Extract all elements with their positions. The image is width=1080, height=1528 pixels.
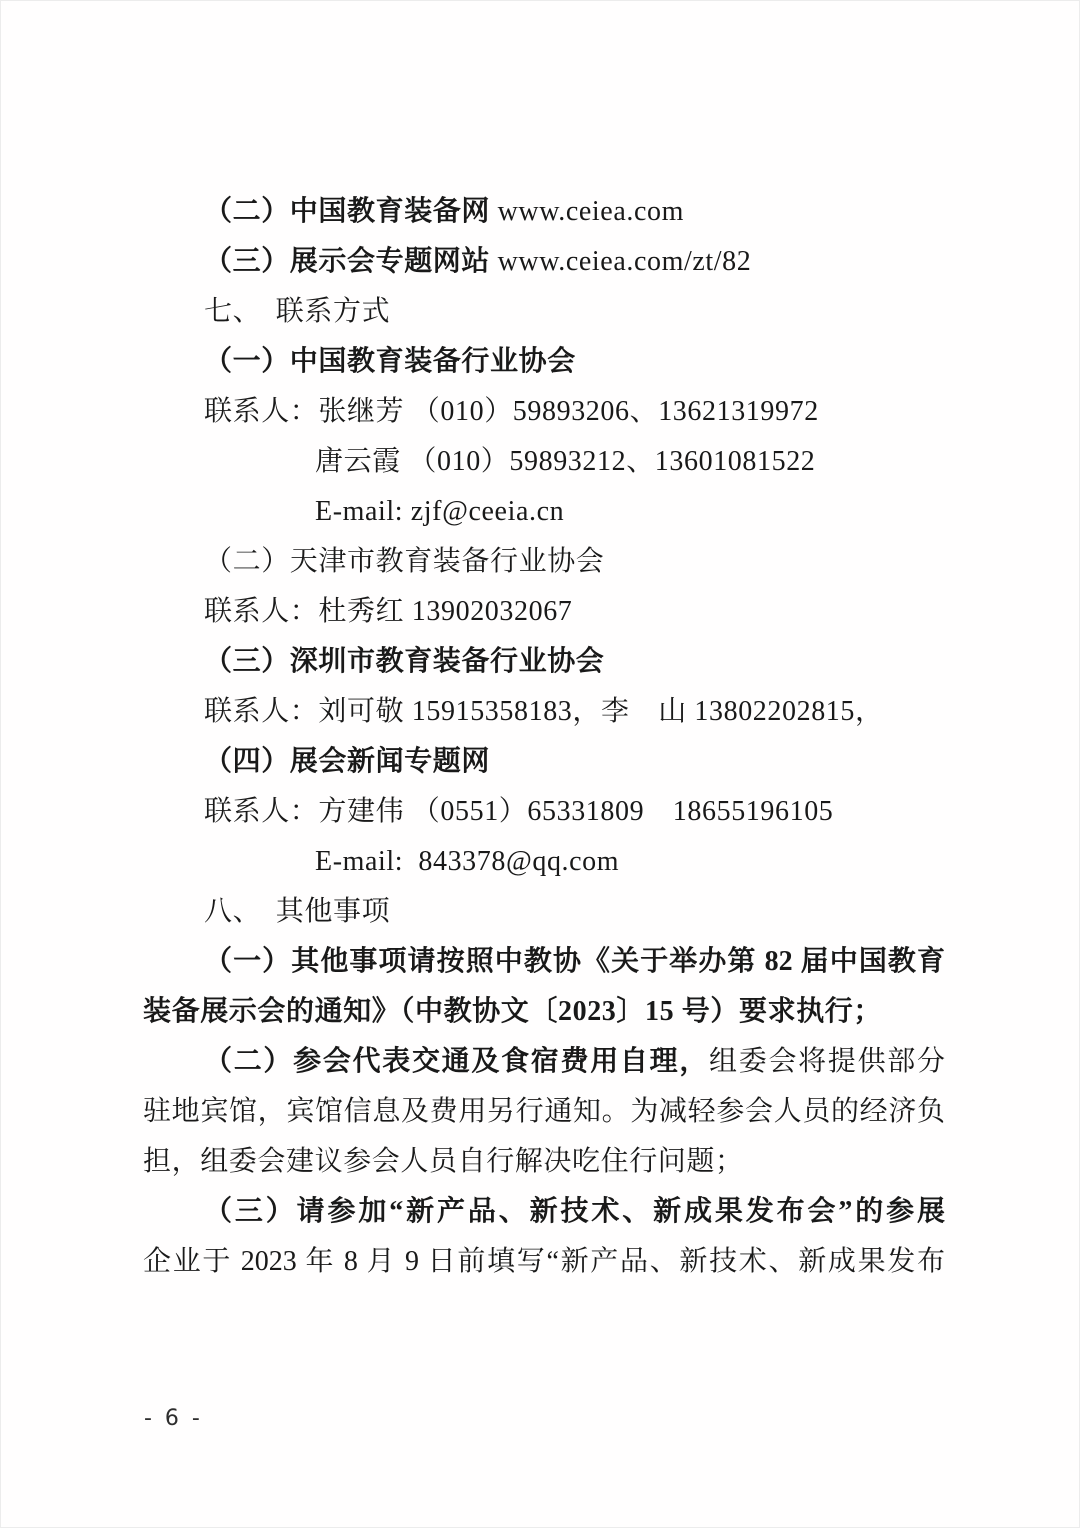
page-number: - 6 - (144, 1406, 203, 1431)
text-line (143, 937, 945, 987)
bold-text-segment: （三）请参加“新产品、新技术、新成果发布会”的参展 (204, 1196, 945, 1227)
text-line (143, 837, 945, 887)
bold-text-segment: 装备展示会的通知》（中教协文〔2023〕15 号）要求执行； (143, 996, 883, 1027)
bold-text-segment: （二）中国教育装备网 (204, 196, 498, 227)
bold-text-segment: （三）展示会专题网站 (204, 246, 498, 277)
text-line (143, 537, 945, 587)
bold-text-segment: （一）中国教育装备行业协会 (204, 346, 576, 377)
text-line (143, 1187, 945, 1237)
bold-text-segment: （三）深圳市教育装备行业协会 (204, 646, 605, 677)
text-segment: 联系人：刘可敬 15915358183，李 山 13802202815， (204, 696, 884, 727)
text-line (143, 787, 945, 837)
text-segment: 担，组委会建议参会人员自行解决吃住行问题； (143, 1146, 744, 1177)
text-segment: E-mail: 843378@qq.com (315, 846, 620, 877)
text-segment: E-mail: zjf@ceeia.cn (315, 496, 565, 527)
text-line (143, 387, 945, 437)
bold-text-segment: （二）参会代表交通及食宿费用自理， (204, 1046, 710, 1077)
text-line (143, 1237, 945, 1287)
text-line (143, 637, 945, 687)
text-line (143, 687, 945, 737)
text-segment: 联系人：方建伟 （0551）65331809 18655196105 (204, 796, 834, 827)
text-segment: 企业于 2023 年 8 月 9 日前填写“新产品、新技术、新成果发布 (143, 1246, 945, 1277)
text-segment: （二）天津市教育装备行业协会 (204, 546, 605, 577)
text-line (143, 887, 945, 937)
text-line (143, 1087, 945, 1137)
bold-text-segment: （四）展会新闻专题网 (204, 746, 491, 777)
text-line (143, 337, 945, 387)
text-segment: 驻地宾馆，宾馆信息及费用另行通知。为减轻参会人员的经济负 (143, 1096, 945, 1127)
text-line (143, 1037, 945, 1087)
text-segment: 八、 其他事项 (204, 896, 391, 927)
bold-text-segment: （一）其他事项请按照中教协《关于举办第 82 届中国教育 (204, 946, 945, 977)
text-segment: 联系人：张继芳 （010）59893206、13621319972 (204, 396, 819, 427)
text-segment: 组委会将提供部分 (709, 1046, 945, 1077)
text-segment: 联系人：杜秀红 13902032067 (204, 596, 573, 627)
text-line (143, 1137, 945, 1187)
text-segment: www.ceiea.com/zt/82 (497, 246, 752, 277)
text-segment: 唐云霞 （010）59893212、13601081522 (315, 446, 816, 477)
text-line (143, 487, 945, 537)
text-line (143, 287, 945, 337)
text-line (143, 187, 945, 237)
document-body (143, 187, 945, 1287)
text-line (143, 437, 945, 487)
text-line (143, 587, 945, 637)
text-line (143, 737, 945, 787)
text-line (143, 237, 945, 287)
text-segment: 七、 联系方式 (204, 296, 391, 327)
text-line (143, 987, 945, 1037)
text-segment: www.ceiea.com (497, 196, 684, 227)
